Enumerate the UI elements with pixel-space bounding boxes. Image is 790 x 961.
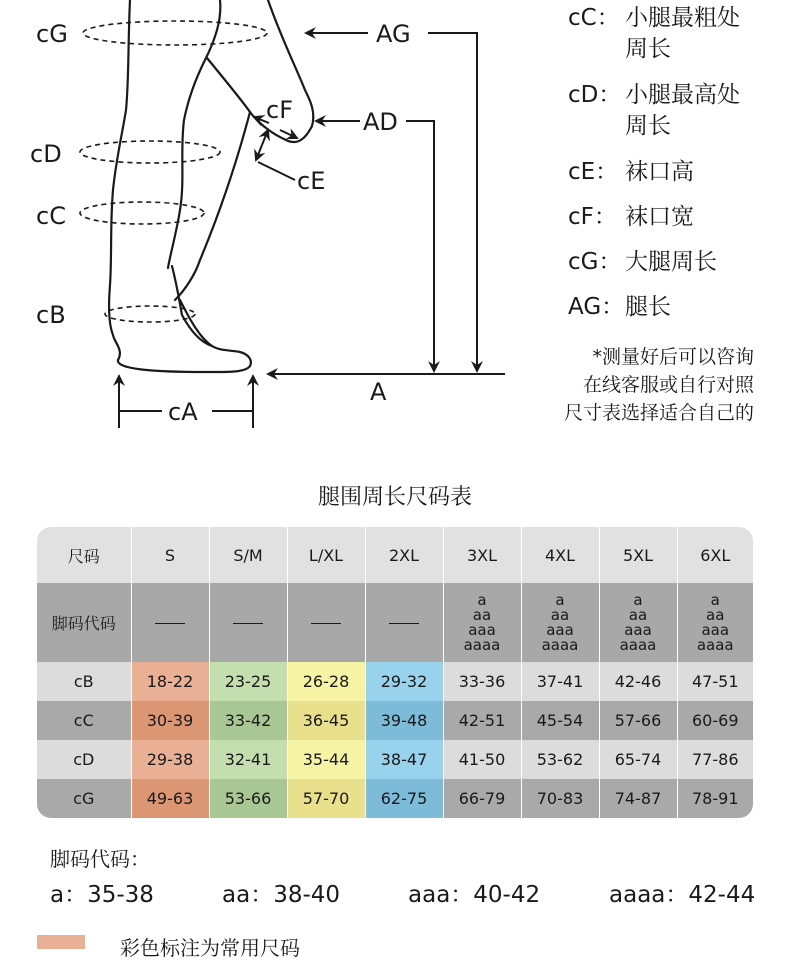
- foot-code-item: a：35-38: [50, 882, 154, 908]
- table-cell: [599, 583, 677, 662]
- ellipse-cg: [83, 21, 267, 45]
- table-cell: 60-69: [677, 701, 753, 740]
- foot-code: aaa: [546, 620, 574, 639]
- foot-code: a: [477, 590, 487, 609]
- foot-code: aa: [472, 605, 492, 624]
- header-cell: L/XL: [287, 527, 365, 583]
- foot-code: a: [710, 590, 720, 609]
- foot-code: aaa: [468, 620, 496, 639]
- swatch-caption: 彩色标注为常用尺码: [120, 936, 300, 960]
- table-header-row: [37, 527, 753, 583]
- legend-key: cF：: [568, 204, 617, 230]
- legend-key: cC：: [568, 5, 620, 31]
- table-cell: 66-79: [443, 779, 521, 818]
- ellipse-cd: [80, 141, 220, 163]
- foot-code-title: 脚码代码：: [50, 847, 150, 871]
- legend-desc: 大腿周长: [625, 249, 717, 275]
- table-row-foot-code: [37, 583, 753, 662]
- header-cell: 4XL: [521, 527, 599, 583]
- table-cell: 26-28: [287, 662, 365, 701]
- table-cell: 23-25: [209, 662, 287, 701]
- header-cell: 6XL: [677, 527, 753, 583]
- row-label: cB: [37, 662, 131, 701]
- label-cf: cF: [266, 96, 293, 124]
- foot-code: aa: [550, 605, 570, 624]
- table-cell: 30-39: [131, 701, 209, 740]
- foot-code: aaaa: [696, 635, 734, 654]
- foot-code: aaaa: [619, 635, 657, 654]
- table-cell: 57-70: [287, 779, 365, 818]
- legend-desc: 腿长: [625, 294, 671, 320]
- table-cell: 78-91: [677, 779, 753, 818]
- label-cb: cB: [36, 301, 66, 329]
- row-label: cD: [37, 740, 131, 779]
- header-cell: 2XL: [365, 527, 443, 583]
- table-cell: 33-42: [209, 701, 287, 740]
- foot-code: aaa: [624, 620, 652, 639]
- note-line: 尺寸表选择适合自己的: [563, 402, 754, 424]
- table-cell: 39-48: [365, 701, 443, 740]
- header-cell: 尺码: [37, 527, 131, 583]
- legend-desc: 袜口高: [625, 159, 694, 185]
- table-cell: 33-36: [443, 662, 521, 701]
- table-cell: 53-62: [521, 740, 599, 779]
- legend-item-cg: [568, 247, 755, 278]
- table-cell: 18-22: [131, 662, 209, 701]
- table-cell: [521, 583, 599, 662]
- legend-item-ag: [568, 292, 755, 323]
- table-cell: 29-38: [131, 740, 209, 779]
- foot-code: aa: [628, 605, 648, 624]
- table-cell: 37-41: [521, 662, 599, 701]
- measurement-note: [494, 343, 754, 427]
- table-cell: [677, 583, 753, 662]
- table-cell: 62-75: [365, 779, 443, 818]
- table-cell: 47-51: [677, 662, 753, 701]
- table-cell: 36-45: [287, 701, 365, 740]
- row-label: cG: [37, 779, 131, 818]
- table-cell: 32-41: [209, 740, 287, 779]
- note-line: 在线客服或自行对照: [582, 374, 754, 396]
- header-cell: 3XL: [443, 527, 521, 583]
- table-row-cd: [37, 740, 753, 779]
- legend-desc: 小腿最粗处周长: [625, 5, 740, 62]
- leg-outline: [109, 0, 313, 372]
- table-title: 腿围周长尺码表: [317, 485, 472, 510]
- label-ag: AG: [376, 20, 411, 48]
- table-cell: 53-66: [209, 779, 287, 818]
- dash-mark: [155, 623, 185, 625]
- dash-mark: [389, 623, 419, 625]
- table-cell: 45-54: [521, 701, 599, 740]
- table-row-cg: [37, 779, 753, 818]
- row-label: 脚码代码: [37, 583, 131, 662]
- foot-code: aaaa: [463, 635, 501, 654]
- foot-code: a: [633, 590, 643, 609]
- table-row-cb: [37, 662, 753, 701]
- ellipse-cc: [80, 202, 204, 224]
- header-cell: S/M: [209, 527, 287, 583]
- legend-item-cf: [568, 202, 755, 233]
- foot-code-item: aaa：40-42: [408, 882, 541, 908]
- foot-code: aaa: [701, 620, 730, 639]
- table-cell: 29-32: [365, 662, 443, 701]
- table-cell: 42-46: [599, 662, 677, 701]
- label-cc: cC: [36, 202, 66, 230]
- legend-desc: 小腿最高处周长: [625, 82, 740, 139]
- table-cell: 42-51: [443, 701, 521, 740]
- header-cell: S: [131, 527, 209, 583]
- table-cell: [443, 583, 521, 662]
- table-cell: 77-86: [677, 740, 753, 779]
- row-label: cC: [37, 701, 131, 740]
- color-swatch: [37, 935, 85, 949]
- table-cell: [131, 583, 209, 662]
- legend-key: cG：: [568, 249, 622, 275]
- table-cell: 35-44: [287, 740, 365, 779]
- legend-item-cc: [568, 3, 755, 65]
- dash-mark: [311, 623, 341, 625]
- table-cell: [287, 583, 365, 662]
- table-cell: [365, 583, 443, 662]
- table-cell: 41-50: [443, 740, 521, 779]
- label-ca: cA: [168, 398, 198, 426]
- table-row-cc: [37, 701, 753, 740]
- table-cell: 74-87: [599, 779, 677, 818]
- label-cd: cD: [30, 140, 62, 168]
- table-cell: 70-83: [521, 779, 599, 818]
- foot-code: a: [555, 590, 565, 609]
- label-ce: cE: [297, 167, 326, 195]
- legend-key: cD：: [568, 82, 622, 108]
- foot-code-list: [50, 876, 756, 908]
- legend-item-cd: [568, 80, 755, 142]
- dash-mark: [233, 623, 263, 625]
- legend-key: cE：: [568, 159, 619, 185]
- foot-code: aa: [706, 605, 725, 624]
- table-cell: [209, 583, 287, 662]
- note-line: *测量好后可以咨询: [592, 346, 754, 368]
- label-ad: AD: [363, 108, 398, 136]
- header-cell: 5XL: [599, 527, 677, 583]
- size-table: [37, 527, 753, 818]
- table-cell: 38-47: [365, 740, 443, 779]
- foot-code-item: aa：38-40: [222, 882, 341, 908]
- legend-item-ce: [568, 157, 755, 188]
- leg-measurement-diagram: [0, 0, 560, 440]
- legend-key: AG：: [568, 294, 625, 320]
- foot-code: aaaa: [541, 635, 579, 654]
- table-cell: 65-74: [599, 740, 677, 779]
- label-a: A: [370, 378, 387, 406]
- foot-code-item: aaaa：42-44: [609, 882, 756, 908]
- label-cg: cG: [36, 20, 68, 48]
- legend-desc: 袜口宽: [625, 204, 694, 230]
- table-cell: 49-63: [131, 779, 209, 818]
- table-cell: 57-66: [599, 701, 677, 740]
